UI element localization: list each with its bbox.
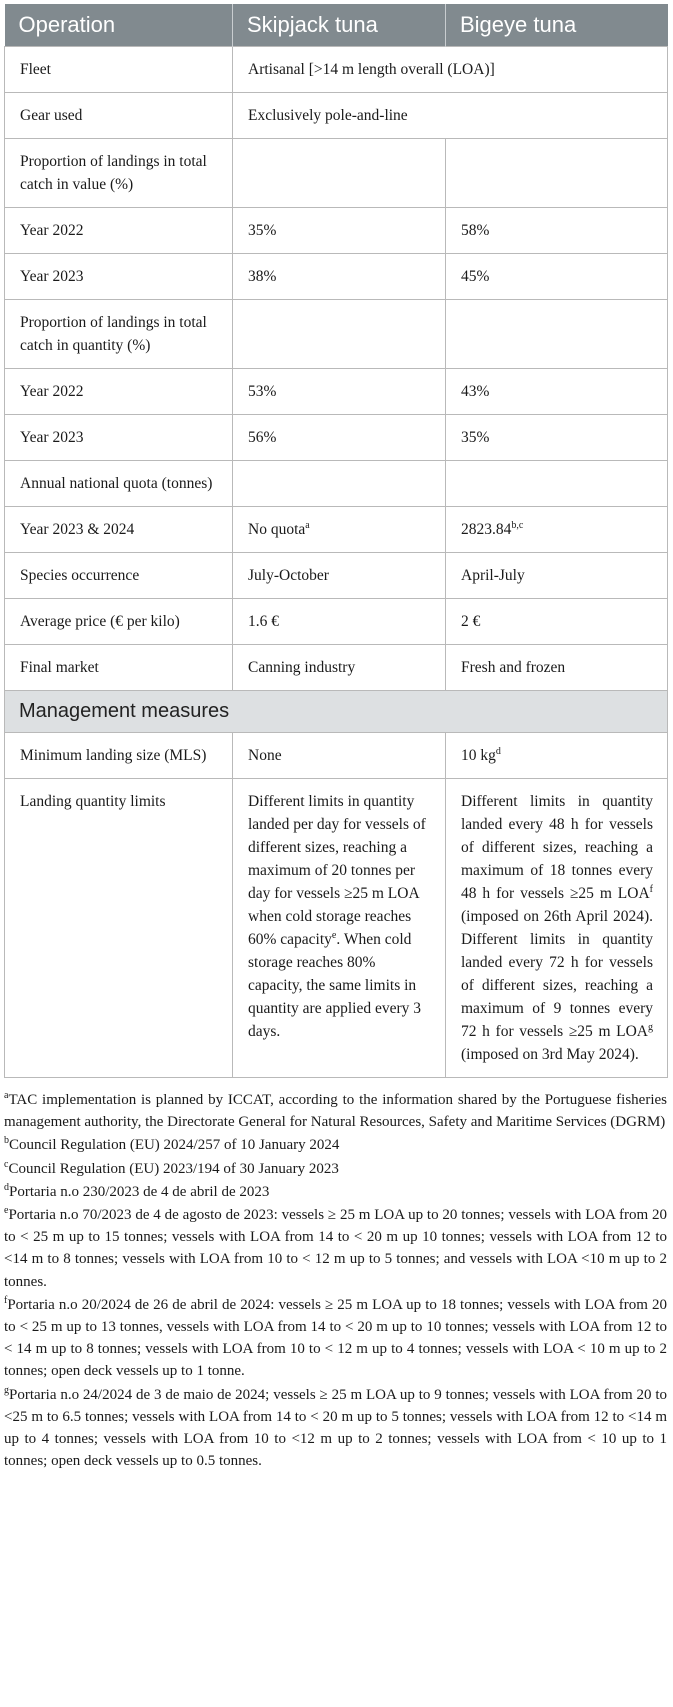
bigeye-mls [446,733,668,779]
skipjack-value: 1.6 € [233,599,446,645]
empty-cell [446,300,668,369]
limits-text: Different limits in quantity landed per day for vessels of different sizes, reaching a maximum of 20 tonnes per day for vessels ≥25 m LOA when cold storage reaches 60% capacity [248,793,426,948]
footnote-text: Portaria n.o 70/2023 de 4 de agosto de 2023: vessels ≥ 25 m LOA up to 20 tonnes; vessels with LOA from 20 to < 25 m up to 15 tonnes; vessels with LOA from 14 to < 20 m up 10 tonnes; vessels with LOA from 12 to <14 m to 8 tonnes; vessels with LOA from 10 to < 12 m up to 5 tonnes; and vessels with LOA <10 m up to 2 tonnes. [4,1207,667,1290]
table-footnotes [4,1089,667,1472]
footnote-text: Portaria n.o 230/2023 de 4 de abril de 2023 [9,1183,270,1200]
footnote [4,1384,667,1473]
bigeye-quota [446,507,668,553]
bigeye-mls-text: 10 kg [461,747,496,764]
footnote-mark: a [4,1090,9,1101]
footnote-mark: f [4,1294,8,1306]
table-row [5,415,668,461]
footnote-ref: g [648,1021,653,1033]
footnote-ref: d [495,745,501,757]
row-label-occurrence: Species occurrence [5,553,233,599]
footnote-text: TAC implementation is planned by ICCAT, according to the information shared by the Portuguese fisheries management authority, the Directorate General for Natural Resources, Safety and Maritime Services (DGRM) [4,1092,667,1131]
row-label-gear: Gear used [5,93,233,139]
table-row [5,507,668,553]
row-label-year: Year 2022 [5,208,233,254]
table-row [5,300,668,369]
section-row [5,691,668,733]
row-label-market: Final market [5,645,233,691]
bigeye-value: 43% [446,369,668,415]
empty-cell [233,300,446,369]
empty-cell [233,461,446,507]
footnote-text: Portaria n.o 24/2024 de 3 de maio de 2024; vessels ≥ 25 m LOA up to 9 tonnes; vessels with LOA from 20 to <25 m to 6.5 tonnes; vessels with LOA from 14 to < 20 m up to 5 tonnes; vessels with LOA from 12 to <14 m up to 4 tonnes; vessels with LOA from 10 to <12 m up to 2 tonnes; vessels with LOA from < 10 up to 1 tonnes; open deck vessels up to 0.5 tonnes. [4,1386,667,1470]
skipjack-value: None [233,733,446,779]
footnote-text: Council Regulation (EU) 2024/257 of 10 January 2024 [9,1137,340,1154]
bigeye-quota-text: 2823.84 [461,521,512,538]
table-row [5,208,668,254]
tuna-fisheries-table-wrapper [4,4,667,1473]
footnote [4,1158,667,1180]
row-label-proportion-quantity: Proportion of landings in total catch in quantity (%) [5,300,233,369]
footnote-mark: c [4,1158,9,1170]
table-row [5,254,668,300]
row-label-year: Year 2023 & 2024 [5,507,233,553]
footnote-ref: a [305,519,310,531]
bigeye-value: Fresh and frozen [446,645,668,691]
footnote [4,1294,667,1383]
footnote-ref: e [331,929,337,941]
limits-text: (imposed on 26th April 2024). Different limits in quantity landed every 72 h for vessels of different sizes, reaching a maximum of 9 tonnes every 72 h for vessels ≥25 m LOA [461,908,653,1040]
table-row [5,461,668,507]
footnote [4,1204,667,1293]
table-row [5,47,668,93]
bigeye-value: 2 € [446,599,668,645]
footnote-mark: e [4,1205,9,1217]
skipjack-landing-limits [233,779,446,1078]
row-label-landing-limits: Landing quantity limits [5,779,233,1078]
table-row [5,645,668,691]
row-label-year: Year 2023 [5,415,233,461]
header-operation: Operation [5,4,233,47]
section-management-measures: Management measures [5,691,668,733]
table-header-row [5,4,668,47]
footnote-mark: d [4,1181,9,1193]
row-label-fleet: Fleet [5,47,233,93]
footnote-ref: b,c [511,519,524,531]
table-row [5,779,668,1078]
gear-value: Exclusively pole-and-line [233,93,668,139]
limits-text: Different limits in quantity landed every 48 h for vessels of different sizes, reaching a maximum of 18 tonnes every 48 h for vessels ≥25 m LOA [461,793,653,902]
footnote-text: Portaria n.o 20/2024 de 26 de abril de 2024: vessels ≥ 25 m LOA up to 18 tonnes; vessels with LOA from 20 to < 25 m up to 13 tonnes, vessels with LOA from 14 to < 20 m up to 10 tonnes; vessels with LOA from 12 to < 14 m up to 8 tonnes; vessels with LOA from 10 to < 12 m up to 4 tonnes; vessels with LOA < 10 m up to 2 tonnes; open deck vessels up to 1 tonne. [4,1296,667,1380]
table-row [5,599,668,645]
header-skipjack-tuna: Skipjack tuna [233,4,446,47]
footnote-mark: b [4,1135,9,1147]
table-row [5,93,668,139]
empty-cell [233,139,446,208]
skipjack-value: 56% [233,415,446,461]
header-bigeye-tuna: Bigeye tuna [446,4,668,47]
row-label-proportion-value: Proportion of landings in total catch in value (%) [5,139,233,208]
footnote-ref: f [649,883,653,895]
empty-cell [446,139,668,208]
empty-cell [446,461,668,507]
skipjack-value: Canning industry [233,645,446,691]
footnote-mark: g [4,1384,9,1396]
footnote [4,1181,667,1203]
table-row [5,139,668,208]
row-label-year: Year 2023 [5,254,233,300]
bigeye-value: 58% [446,208,668,254]
limits-text: (imposed on 3rd May 2024). [461,1046,639,1063]
limits-text: . When cold storage reaches 80% capacity, the same limits in quantity are applied every 3 days. [248,931,422,1040]
bigeye-landing-limits [446,779,668,1078]
footnote-text: Council Regulation (EU) 2023/194 of 30 January 2023 [8,1160,339,1177]
bigeye-value: 35% [446,415,668,461]
skipjack-value: July-October [233,553,446,599]
skipjack-quota [233,507,446,553]
skipjack-value: 38% [233,254,446,300]
row-label-mls: Minimum landing size (MLS) [5,733,233,779]
footnote [4,1134,667,1156]
table-row [5,369,668,415]
skipjack-quota-text: No quota [248,521,306,538]
skipjack-value: 35% [233,208,446,254]
bigeye-value: April-July [446,553,668,599]
table-row [5,733,668,779]
fleet-value: Artisanal [>14 m length overall (LOA)] [233,47,668,93]
skipjack-value: 53% [233,369,446,415]
row-label-year: Year 2022 [5,369,233,415]
row-label-quota: Annual national quota (tonnes) [5,461,233,507]
footnote [4,1089,667,1133]
table-row [5,553,668,599]
bigeye-value: 45% [446,254,668,300]
row-label-price: Average price (€ per kilo) [5,599,233,645]
tuna-fisheries-table [4,4,668,1078]
